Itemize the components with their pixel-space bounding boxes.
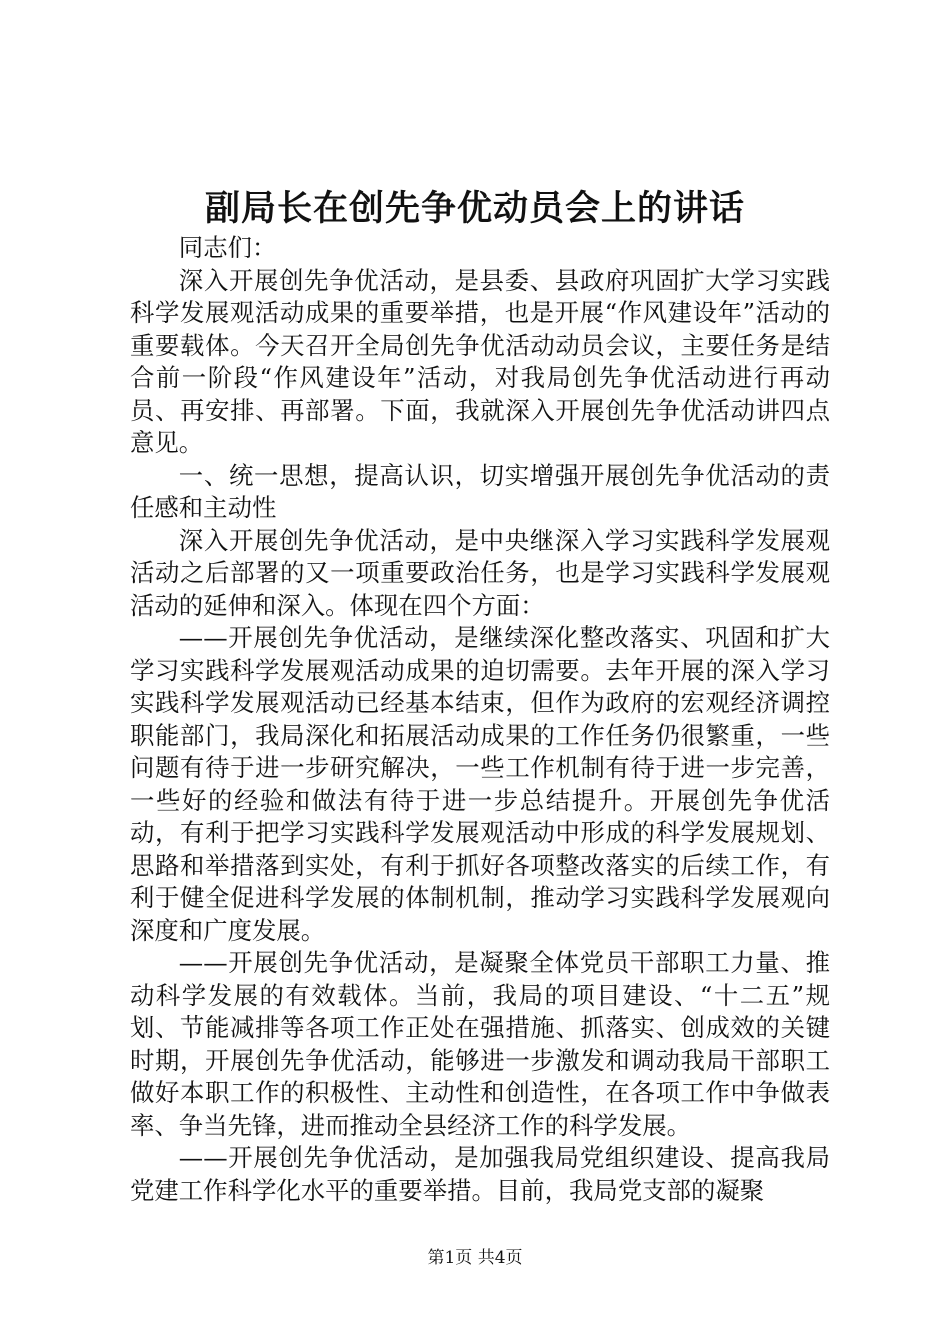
document-title: 副局长在创先争优动员会上的讲话 xyxy=(204,188,745,229)
paragraph-point-2: ——开展创先争优活动，是凝聚全体党员干部职工力量、推动科学发展的有效载体。当前，我局的项目建设、“十二五”规划、节能减排等各项工作正处在强措施、抓落实、创成效的关键时期，开展创先争优活动，能够进一步激发和调动我局干部职工做好本职工作的积极性、主动性和创造性，在各项工作中争做表率、争当先锋，进而推动全县经济工作的科学发展。 xyxy=(130,948,830,1140)
document-body xyxy=(130,232,830,1207)
paragraph-point-3: ——开展创先争优活动，是加强我局党组织建设、提高我局党建工作科学化水平的重要举措。目前，我局党支部的凝聚 xyxy=(130,1143,830,1205)
section-heading-1: 一、统一思想，提高认识，切实增强开展创先争优活动的责任感和主动性 xyxy=(130,460,830,522)
salutation: 同志们： xyxy=(178,233,277,262)
page-footer: 第1页 共4页 xyxy=(427,1248,523,1268)
paragraph-section-1: 深入开展创先争优活动，是中央继深入学习实践科学发展观活动之后部署的又一项重要政治任务，也是学习实践科学发展观活动的延伸和深入。体现在四个方面： xyxy=(130,525,830,620)
paragraph-point-1: ——开展创先争优活动，是继续深化整改落实、巩固和扩大学习实践科学发展观活动成果的迫切需要。去年开展的深入学习实践科学发展观活动已经基本结束，但作为政府的宏观经济调控职能部门，我局深化和拓展活动成果的工作任务仍很繁重，一些问题有待于进一步研究解决，一些工作机制有待于进一步完善，一些好的经验和做法有待于进一步总结提升。开展创先争优活动，有利于把学习实践科学发展观活动中形成的科学发展规划、思路和举措落到实处，有利于抓好各项整改落实的后续工作，有利于健全促进科学发展的体制机制，推动学习实践科学发展观向深度和广度发展。 xyxy=(130,623,830,945)
paragraph-intro: 深入开展创先争优活动，是县委、县政府巩固扩大学习实践科学发展观活动成果的重要举措，也是开展“作风建设年”活动的重要载体。今天召开全局创先争优活动动员会议，主要任务是结合前一阶段“作风建设年”活动，对我局创先争优活动进行再动员、再安排、再部署。下面，我就深入开展创先争优活动讲四点意见。 xyxy=(130,265,830,457)
